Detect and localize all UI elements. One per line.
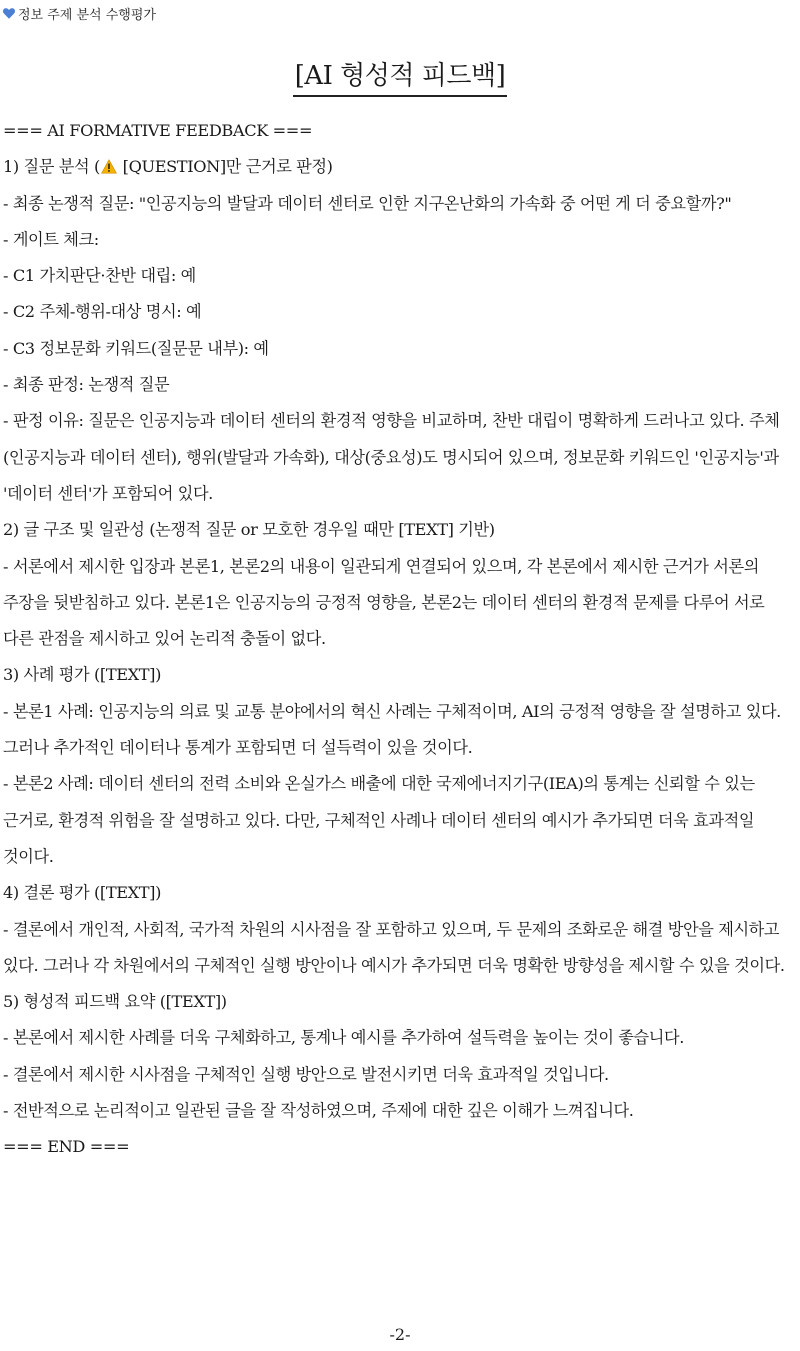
header-title: 정보 주제 분석 수행평가 bbox=[18, 7, 156, 23]
feedback-line: - 최종 판정: 논쟁적 질문 bbox=[3, 375, 170, 395]
page-number: -2- bbox=[389, 1325, 411, 1344]
blue-heart-icon bbox=[2, 6, 16, 20]
feedback-line: - C2 주체-행위-대상 명시: 예 bbox=[3, 302, 202, 322]
feedback-line-text: 1) 질문 분석 ( bbox=[3, 157, 100, 177]
feedback-line-text: [QUESTION]만 근거로 판정) bbox=[117, 157, 333, 177]
feedback-line bbox=[3, 149, 797, 185]
feedback-line: - 전반적으로 논리적이고 일관된 글을 잘 작성하였으며, 주제에 대한 깊은 이해가 느껴집니다. bbox=[3, 1101, 634, 1121]
page-header bbox=[2, 2, 156, 24]
feedback-line: - 본론1 사례: 인공지능의 의료 및 교통 분야에서의 혁신 사례는 구체적이며, AI의 긍정적 영향을 잘 설명하고 있다. 그러나 추가적인 데이터나 통계가 포함되면 더 설득력이 있을 것이다. bbox=[3, 701, 781, 758]
feedback-line: - 최종 논쟁적 질문: "인공지능의 발달과 데이터 센터로 인한 지구온난화의 가속화 중 어떤 게 더 중요할까?" bbox=[3, 193, 732, 213]
warning-icon bbox=[101, 151, 117, 166]
document-title-wrapper bbox=[0, 58, 800, 97]
feedback-line: - 서론에서 제시한 입장과 본론1, 본론2의 내용이 일관되게 연결되어 있으며, 각 본론에서 제시한 근거가 서론의 주장을 뒷받침하고 있다. 본론1은 인공지능의 긍정적 영향을, 본론2는 데이터 센터의 환경적 문제를 다루어 서로 다른 관점을 제시하고 있어 논리적 충돌이 없다. bbox=[3, 556, 765, 649]
feedback-line: 2) 글 구조 및 일관성 (논쟁적 질문 or 모호한 경우일 때만 [TEXT] 기반) bbox=[3, 520, 495, 540]
feedback-line: 3) 사례 평가 ([TEXT]) bbox=[3, 665, 161, 685]
feedback-line: - 결론에서 개인적, 사회적, 국가적 차원의 시사점을 잘 포함하고 있으며, 두 문제의 조화로운 해결 방안을 제시하고 있다. 그러나 각 차원에서의 구체적인 실행 방안이나 예시가 추가되면 더욱 명확한 방향성을 제시할 수 있을 것이다. bbox=[3, 919, 785, 975]
feedback-line: - 본론에서 제시한 사례를 더욱 구체화하고, 통계나 예시를 추가하여 설득력을 높이는 것이 좋습니다. bbox=[3, 1028, 684, 1048]
feedback-line: 5) 형성적 피드백 요약 ([TEXT]) bbox=[3, 992, 227, 1012]
feedback-line: - 본론2 사례: 데이터 센터의 전력 소비와 온실가스 배출에 대한 국제에너지기구(IEA)의 통계는 신뢰할 수 있는 근거로, 환경적 위험을 잘 설명하고 있다. 다만, 구체적인 사례나 데이터 센터의 예시가 추가되면 더욱 효과적일 것이다. bbox=[3, 774, 755, 866]
document-title: [AI 형성적 피드백] bbox=[293, 58, 508, 97]
feedback-line: === AI FORMATIVE FEEDBACK === bbox=[3, 121, 313, 140]
feedback-body bbox=[3, 113, 797, 1166]
feedback-line: - 판정 이유: 질문은 인공지능과 데이터 센터의 환경적 영향을 비교하며, 찬반 대립이 명확하게 드러나고 있다. 주체(인공지능과 데이터 센터), 행위(발달과 가속화), 대상(중요성)도 명시되어 있으며, 정보문화 키워드인 '인공지능'과 '데이터 센터'가 포함되어 있다. bbox=[3, 411, 780, 503]
feedback-line: 4) 결론 평가 ([TEXT]) bbox=[3, 883, 161, 903]
feedback-line: - 결론에서 제시한 시사점을 구체적인 실행 방안으로 발전시키면 더욱 효과적일 것입니다. bbox=[3, 1064, 609, 1084]
feedback-line: === END === bbox=[3, 1137, 130, 1157]
feedback-line: - 게이트 체크: bbox=[3, 229, 99, 249]
feedback-line: - C3 정보문화 키워드(질문문 내부): 예 bbox=[3, 338, 269, 358]
feedback-line: - C1 가치판단·찬반 대립: 예 bbox=[3, 266, 196, 286]
